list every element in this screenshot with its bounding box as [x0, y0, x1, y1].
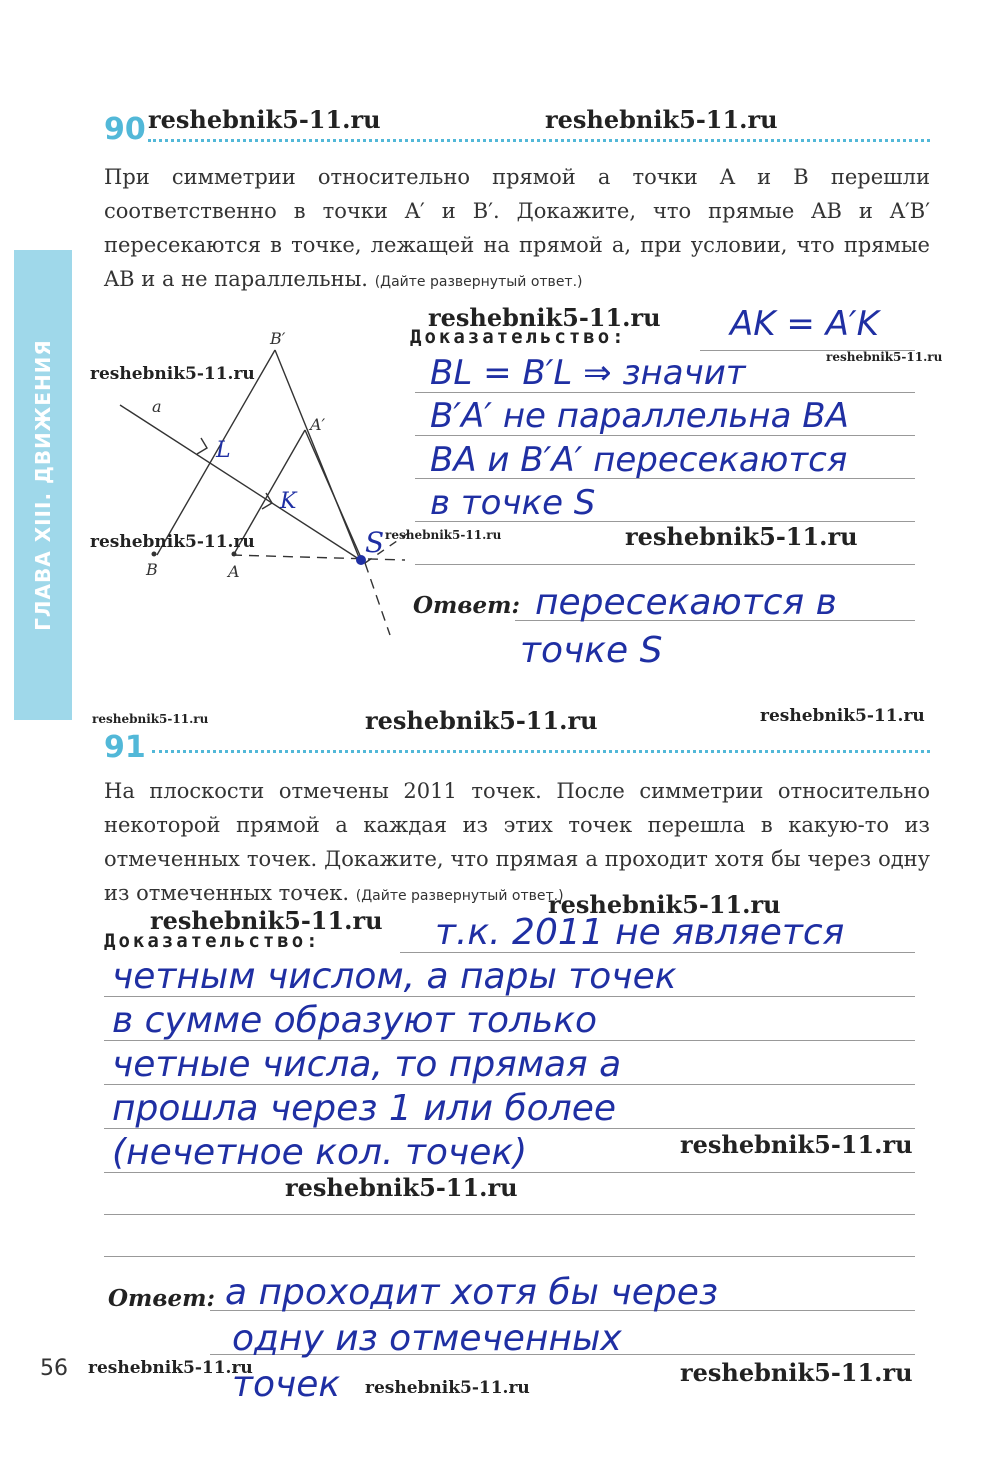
watermark: reshebnik5-11.ru [826, 350, 943, 364]
right-angle-K [262, 493, 272, 509]
point-B [152, 552, 157, 557]
task-91-proof-line-2: четным числом, а пары точек [112, 956, 677, 997]
watermark: reshebnik5-11.ru [680, 1130, 913, 1159]
watermark: reshebnik5-11.ru [365, 706, 598, 735]
task-91-divider [152, 750, 930, 753]
label-S: S [365, 526, 385, 559]
task-90-hint: (Дайте развернутый ответ.) [374, 274, 583, 290]
watermark: reshebnik5-11.ru [92, 712, 209, 726]
task-90-statement [104, 160, 930, 299]
task-91-hint: (Дайте развернутый ответ.) [355, 888, 564, 904]
task-91-answer-line-3: точек [232, 1364, 341, 1405]
task-90-number: 90 [104, 112, 146, 147]
watermark: reshebnik5-11.ru [148, 105, 381, 134]
task-90-answer-line-1: пересекаются в [535, 582, 837, 623]
watermark: reshebnik5-11.ru [285, 1173, 518, 1202]
task-90-proof-line-3: B′A′ не параллельна BA [430, 396, 849, 436]
answer-rule [104, 1214, 915, 1215]
watermark: reshebnik5-11.ru [150, 906, 383, 935]
watermark: reshebnik5-11.ru [625, 522, 858, 551]
task-91-answer-label: Ответ: [108, 1285, 215, 1312]
label-A: A [228, 562, 240, 581]
task-90-proof-line-4: BA и B′A′ пересекаются [430, 440, 848, 480]
task-91-statement [104, 774, 930, 913]
task-90-answer-label: Ответ: [413, 592, 520, 619]
task-91-answer-line-1: a проходит хотя бы через [225, 1272, 718, 1313]
task-90-proof-line-1: AK = A′K [730, 304, 879, 344]
chapter-tab-label: ГЛАВА XIII. ДВИЖЕНИЯ [31, 339, 55, 631]
task-91-proof-line-5: прошла через 1 или более [112, 1088, 616, 1129]
task-90-statement-text: При симметрии относительно прямой a точки A и B перешли соответственно в точки A′ и B′. Докажите, что прямые AB и A′B′ пересекаются в точке, лежащей на прямой a, при условии, что прямые AB и a не параллельны. [104, 165, 930, 291]
watermark: reshebnik5-11.ru [428, 303, 661, 332]
task-91-statement-text: На плоскости отмечены 2011 точек. После симметрии относительно некоторой прямой a каждая из этих точек перешла в какую-то из отмеченных точек. Докажите, что прямая a проходит хотя бы через одну из отмеченных точек. [104, 779, 930, 905]
label-a: a [152, 397, 162, 416]
task-91-proof-label: Доказательство: [104, 930, 321, 952]
watermark: reshebnik5-11.ru [385, 528, 502, 542]
task-91-number: 91 [104, 730, 146, 765]
point-A [232, 552, 237, 557]
task-91-proof-line-1: т.к. 2011 не является [435, 912, 845, 953]
answer-rule [104, 1256, 915, 1257]
line-B-prime-extension [365, 563, 390, 635]
task-90-proof-label: Доказательство: [410, 326, 627, 348]
task-90-proof-line-5: в точке S [430, 483, 596, 523]
task-91-proof-line-3: в сумме образуют только [112, 1000, 597, 1041]
task-90-proof-line-2: BL = B′L ⇒ значит [430, 353, 746, 393]
watermark: reshebnik5-11.ru [680, 1358, 913, 1387]
watermark: reshebnik5-11.ru [90, 532, 255, 552]
label-K: K [280, 489, 297, 514]
watermark: reshebnik5-11.ru [365, 1378, 530, 1398]
page-number: 56 [40, 1356, 68, 1381]
task-90-divider [148, 139, 930, 142]
label-L: L [216, 438, 231, 463]
watermark: reshebnik5-11.ru [760, 706, 925, 726]
label-B-prime: B′ [270, 329, 286, 348]
label-B: B [146, 560, 158, 579]
answer-rule [415, 564, 915, 565]
task-91-answer-line-2: одну из отмеченных [232, 1318, 622, 1359]
segment-A-prime-S [305, 430, 362, 560]
watermark: reshebnik5-11.ru [90, 364, 255, 384]
watermark: reshebnik5-11.ru [545, 105, 778, 134]
task-90-answer-line-2: точке S [520, 630, 663, 671]
label-A-prime: A′ [310, 415, 326, 434]
watermark: reshebnik5-11.ru [548, 890, 781, 919]
right-angle-L [197, 438, 207, 454]
segment-B-prime-S [275, 350, 360, 560]
task-91-proof-line-6: (нечетное кол. точек) [112, 1132, 528, 1173]
answer-rule [700, 350, 915, 351]
watermark: reshebnik5-11.ru [88, 1358, 253, 1378]
task-91-proof-line-4: четные числа, то прямая a [112, 1044, 622, 1085]
chapter-tab [14, 250, 72, 720]
